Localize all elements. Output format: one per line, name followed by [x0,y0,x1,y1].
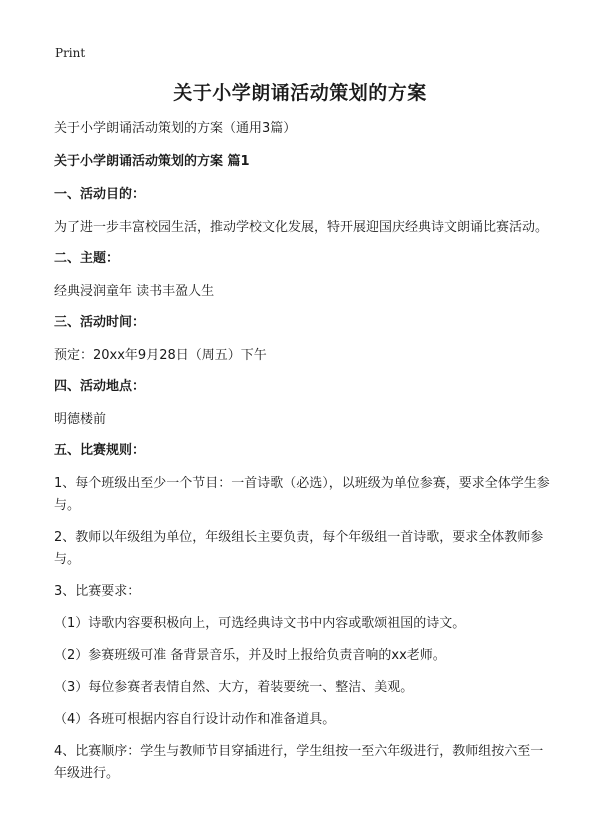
rule-item: （4）各班可根据内容自行设计动作和准备道具。 [54,712,336,727]
purpose-heading: 一、活动目的： [54,187,146,202]
document-body [54,118,550,795]
section-title: 关于小学朗诵活动策划的方案 篇1 [54,154,250,169]
rule-item: 1、每个班级出至少一个节目：一首诗歌（必选），以班级为单位参赛，要求全体学生参与。 [54,476,550,513]
page-title: 关于小学朗诵活动策划的方案 [173,82,427,104]
document-subtitle: 关于小学朗诵活动策划的方案（通用3篇） [54,121,297,136]
print-link[interactable]: Print [55,46,86,60]
rule-item: （1）诗歌内容要积极向上，可选经典诗文书中内容或歌颂祖国的诗文。 [54,616,466,631]
theme-text: 经典浸润童年 读书丰盈人生 [54,284,215,299]
time-heading: 三、活动时间： [54,315,146,330]
rules-heading: 五、比赛规则： [54,443,146,458]
rule-item: 2、教师以年级组为单位，年级组长主要负责，每个年级组一首诗歌，要求全体教师参与。 [54,530,544,567]
purpose-text: 为了进一步丰富校园生活，推动学校文化发展，特开展迎国庆经典诗文朗诵比赛活动。 [54,220,549,235]
rule-item: 4、比赛顺序：学生与教师节目穿插进行，学生组按一至六年级进行，教师组按六至一年级进行。 [54,744,544,781]
location-text: 明德楼前 [54,412,107,427]
theme-heading: 二、主题： [54,251,120,266]
time-text: 预定：20xx年9月28日（周五）下午 [54,348,267,363]
rule-item: 3、比赛要求： [54,584,141,599]
rule-item: （2）参赛班级可准 备背景音乐，并及时上报给负责音响的xx老师。 [54,648,446,663]
location-heading: 四、活动地点： [54,379,146,394]
rule-item: （3）每位参赛者表情自然、大方，着装要统一、整洁、美观。 [54,680,414,695]
